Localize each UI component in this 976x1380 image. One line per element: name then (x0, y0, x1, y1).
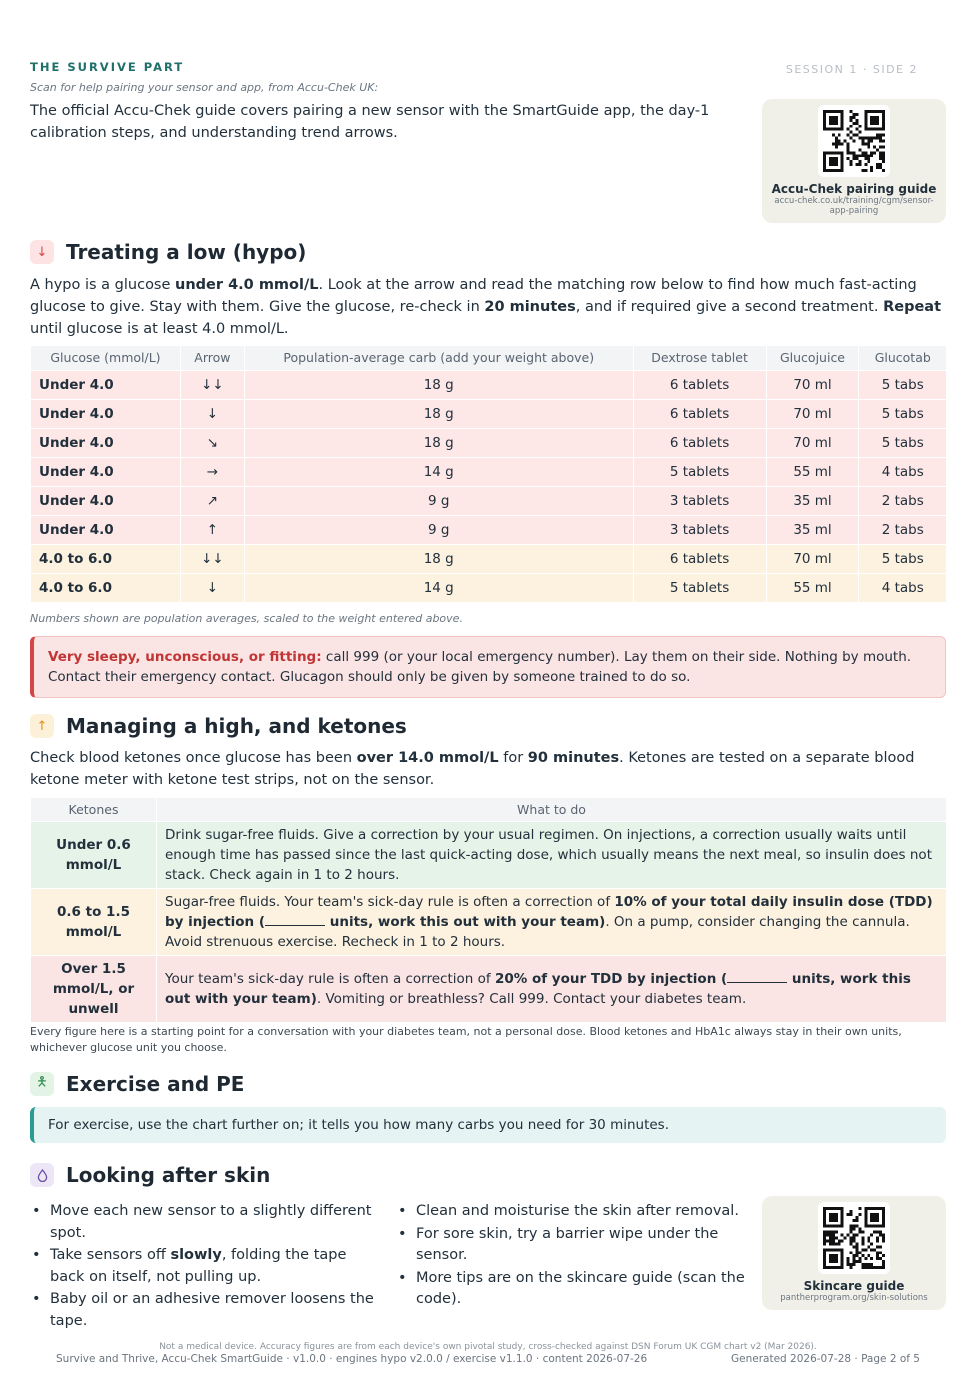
table-row (31, 486, 947, 515)
glucose-cell: Under 4.0 (31, 486, 181, 515)
skin-heading (30, 1163, 270, 1187)
list-item: • Move each new sensor to a slightly different spot. (30, 1201, 380, 1244)
ketone-table (30, 798, 946, 1022)
column-header: Glucojuice (766, 346, 859, 370)
hypo-title: Treating a low (hypo) (66, 240, 307, 264)
person-icon: 🯅 (30, 1072, 54, 1096)
trend-arrow-icon: ↗ (180, 486, 244, 515)
glucojuice-cell: 70 ml (766, 399, 859, 428)
table-row (31, 955, 947, 1022)
qr-url: pantherprogram.org/skin-solutions (780, 1293, 928, 1303)
table-row (31, 457, 947, 486)
carb-cell: 18 g (244, 370, 633, 399)
column-header: Population-average carb (add your weight above) (244, 346, 633, 370)
dextrose-cell: 6 tablets (633, 428, 766, 457)
units-blank[interactable] (265, 914, 325, 926)
table-row (31, 370, 947, 399)
dextrose-cell: 6 tablets (633, 544, 766, 573)
units-blank[interactable] (727, 971, 787, 983)
carb-cell: 14 g (244, 457, 633, 486)
glucotab-cell: 5 tabs (859, 399, 946, 428)
footer-version: Survive and Thrive, Accu-Chek SmartGuide · v1.0.0 · engines hypo v2.0.0 / exercise v1.1.0 · content 2026-07-26 (56, 1353, 648, 1365)
footer-page: Generated 2026-07-28 · Page 2 of 5 (731, 1353, 920, 1365)
skin-list-left (30, 1201, 380, 1333)
scan-note: Scan for help pairing your sensor and app, from Accu-Chek UK: (30, 81, 379, 94)
qr-url: accu-chek.co.uk/training/cgm/sensor-app-pairing (774, 196, 934, 216)
table-row (31, 399, 947, 428)
dextrose-cell: 6 tablets (633, 370, 766, 399)
glucose-cell: 4.0 to 6.0 (31, 573, 181, 602)
glucojuice-cell: 55 ml (766, 457, 859, 486)
dextrose-cell: 6 tablets (633, 399, 766, 428)
high-title: Managing a high, and ketones (66, 714, 407, 738)
glucotab-cell: 2 tabs (859, 515, 946, 544)
ketone-level: 0.6 to 1.5 mmol/L (31, 888, 157, 955)
glucojuice-cell: 70 ml (766, 428, 859, 457)
glucojuice-cell: 70 ml (766, 370, 859, 399)
hypo-table-header (31, 346, 947, 370)
qr-code-icon (818, 1202, 890, 1274)
column-header: Ketones (31, 798, 157, 821)
glucose-cell: Under 4.0 (31, 370, 181, 399)
column-header: Arrow (180, 346, 244, 370)
trend-arrow-icon: ↓↓ (180, 370, 244, 399)
glucotab-cell: 5 tabs (859, 370, 946, 399)
trend-arrow-icon: ↓↓ (180, 544, 244, 573)
glucotab-cell: 4 tabs (859, 457, 946, 486)
trend-arrow-icon: ↑ (180, 515, 244, 544)
qr-title: Skincare guide (803, 1279, 905, 1293)
alert-text: call 999 (or your local emergency number). Lay them on their side. Nothing by mouth. Contact their emergency contact. Glucagon should only be given by someone trained to do so. (48, 649, 912, 685)
table-row (31, 428, 947, 457)
qr-title: Accu-Chek pairing guide (771, 182, 937, 196)
table-row (31, 544, 947, 573)
list-item: • For sore skin, try a barrier wipe under the sensor. (396, 1224, 746, 1267)
carb-cell: 18 g (244, 544, 633, 573)
dextrose-cell: 5 tablets (633, 457, 766, 486)
ketone-action: Drink sugar-free fluids. Give a correction by your usual regimen. On injections, a correction usually waits until enough time has passed since the last quick-acting dose, which usually means the next meal, so insulin does not stack. Check again in 1 to 2 hours. (157, 821, 947, 888)
glucotab-cell: 5 tabs (859, 544, 946, 573)
exercise-info: For exercise, use the chart further on; it tells you how many carbs you need for 30 minutes. (30, 1107, 946, 1143)
table-row (31, 573, 947, 602)
session-label: SESSION 1 · SIDE 2 (785, 63, 918, 76)
hypo-table (30, 346, 946, 602)
carb-cell: 9 g (244, 486, 633, 515)
dextrose-cell: 3 tablets (633, 486, 766, 515)
glucotab-cell: 5 tabs (859, 428, 946, 457)
column-header: What to do (157, 798, 947, 821)
ketone-action: Sugar-free fluids. Your team's sick-day rule is often a correction of 10% of your total daily insulin dose (TDD) by injection ( units, work this out with your team). On a pump, consider changing the cannula. Avoid strenuous exercise. Recheck in 1 to 2 hours. (157, 888, 947, 955)
glucojuice-cell: 55 ml (766, 573, 859, 602)
carb-cell: 18 g (244, 428, 633, 457)
column-header: Dextrose tablet (633, 346, 766, 370)
column-header: Glucotab (859, 346, 946, 370)
column-header: Glucose (mmol/L) (31, 346, 181, 370)
intro-text: The official Accu-Chek guide covers pairing a new sensor with the SmartGuide app, the day-1 calibration steps, and understanding trend arrows. (30, 103, 710, 141)
exercise-heading (30, 1072, 244, 1096)
glucose-cell: 4.0 to 6.0 (31, 544, 181, 573)
carb-cell: 9 g (244, 515, 633, 544)
emergency-alert (30, 636, 946, 698)
footer-disclaimer: Not a medical device. Accuracy figures are from each device's own pivotal study, cross-checked against DSN Forum UK CGM chart v2 (Mar 2026). (159, 1342, 817, 1352)
qr-code-icon (818, 105, 890, 177)
hypo-heading (30, 240, 306, 264)
glucose-cell: Under 4.0 (31, 515, 181, 544)
table-row (31, 888, 947, 955)
pairing-qr-card[interactable] (762, 99, 946, 223)
ketone-action: Your team's sick-day rule is often a correction of 20% of your TDD by injection ( units, work this out with your team). Vomiting or breathless? Call 999. Contact your diabetes team. (157, 955, 947, 1022)
skin-title: Looking after skin (66, 1163, 271, 1187)
exercise-title: Exercise and PE (66, 1072, 245, 1096)
dextrose-cell: 3 tablets (633, 515, 766, 544)
glucotab-cell: 4 tabs (859, 573, 946, 602)
alert-strong: Very sleepy, unconscious, or fitting: (48, 649, 322, 665)
hypo-footnote: Numbers shown are population averages, scaled to the weight entered above. (30, 612, 463, 625)
carb-cell: 14 g (244, 573, 633, 602)
glucotab-cell: 2 tabs (859, 486, 946, 515)
glucojuice-cell: 35 ml (766, 515, 859, 544)
glucojuice-cell: 70 ml (766, 544, 859, 573)
high-heading (30, 714, 407, 738)
skincare-qr-card[interactable] (762, 1196, 946, 1310)
ketone-level: Over 1.5 mmol/L, or unwell (31, 955, 157, 1022)
dextrose-cell: 5 tablets (633, 573, 766, 602)
arrow-down-icon: ↓ (30, 240, 54, 264)
list-item: • Take sensors off slowly, folding the tape back on itself, not pulling up. (30, 1245, 380, 1288)
list-item: • Baby oil or an adhesive remover loosens the tape. (30, 1289, 380, 1332)
trend-arrow-icon: ↘ (180, 428, 244, 457)
trend-arrow-icon: ↓ (180, 399, 244, 428)
glucose-cell: Under 4.0 (31, 399, 181, 428)
trend-arrow-icon: ↓ (180, 573, 244, 602)
table-row (31, 821, 947, 888)
skin-list-right (396, 1201, 746, 1312)
ketone-level: Under 0.6 mmol/L (31, 821, 157, 888)
glucose-cell: Under 4.0 (31, 428, 181, 457)
glucose-cell: Under 4.0 (31, 457, 181, 486)
ketone-table-header (31, 798, 947, 821)
glucojuice-cell: 35 ml (766, 486, 859, 515)
high-paragraph: Check blood ketones once glucose has been over 14.0 mmol/L for 90 minutes. Ketones are tested on a separate blood ketone meter with ketone test strips, not on the sensor. (30, 750, 915, 788)
trend-arrow-icon: → (180, 457, 244, 486)
ketone-footnote: Every figure here is a starting point for a conversation with your diabetes team, not a personal dose. Blood ketones and HbA1c always stay in their own units, whichever glucose unit you choose. (30, 1025, 902, 1054)
list-item: • More tips are on the skincare guide (scan the code). (396, 1268, 746, 1311)
section-kicker: THE SURVIVE PART (30, 60, 185, 74)
arrow-up-icon: ↑ (30, 714, 54, 738)
table-row (31, 515, 947, 544)
droplet-icon (30, 1163, 54, 1187)
carb-cell: 18 g (244, 399, 633, 428)
hypo-paragraph: A hypo is a glucose under 4.0 mmol/L. Look at the arrow and read the matching row below to find how much fast-acting glucose to give. Stay with them. Give the glucose, re-check in 20 minutes, and if required give a second treatment. Repeat until glucose is at least 4.0 mmol/L. (30, 277, 942, 337)
list-item: • Clean and moisturise the skin after removal. (396, 1201, 746, 1223)
